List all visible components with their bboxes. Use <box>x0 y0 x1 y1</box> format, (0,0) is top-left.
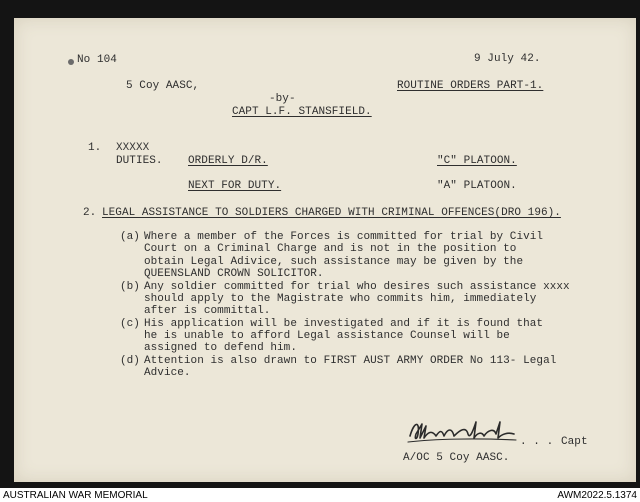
unit-name: 5 Coy AASC, <box>126 80 200 92</box>
duties-label: DUTIES. <box>116 155 163 167</box>
item-2-heading: LEGAL ASSISTANCE TO SOLDIERS CHARGED WITH CRIMINAL OFFENCES(DRO 196). <box>102 207 561 219</box>
para-c-line-3: assigned to defend him. <box>144 342 297 354</box>
signature-role: A/OC 5 Coy AASC. <box>403 452 510 464</box>
next-duty-platoon: "A" PLATOON. <box>437 180 517 192</box>
para-c-line-2: he is unable to afford Legal assistance Counsel will be <box>144 330 510 342</box>
author-line: CAPT L.F. STANSFIELD. <box>232 106 372 118</box>
para-b-label: (b) <box>120 281 140 293</box>
order-date: 9 July 42. <box>474 53 541 65</box>
para-a-line-2: Court on a Criminal Charge and is not in the position to <box>144 243 517 255</box>
orderly-platoon: "C" PLATOON. <box>437 155 517 167</box>
item-2-number: 2. <box>83 207 97 219</box>
struck-text: XXXXX <box>116 142 150 154</box>
para-a-line-4: QUEENSLAND CROWN SOLICITOR. <box>144 268 324 280</box>
para-b-line-1: Any soldier committed for trial who desires such assistance xxxx <box>144 281 570 293</box>
para-a-label: (a) <box>120 231 140 243</box>
para-c-label: (c) <box>120 318 140 330</box>
archive-footer <box>0 489 640 502</box>
punch-hole <box>68 59 74 65</box>
para-b-line-3: after is committal. <box>144 305 271 317</box>
archive-reference: AWM2022.5.1374 <box>557 490 637 501</box>
by-line: -by- <box>269 93 296 105</box>
signature-rank: Capt <box>561 436 588 448</box>
signature-dots: . . . <box>520 436 554 448</box>
para-a-line-3: obtain Legal Adivice, such assistance may be given by the <box>144 256 524 268</box>
para-c-line-1: His application will be investigated and if it is found that <box>144 318 544 330</box>
archive-name: AUSTRALIAN WAR MEMORIAL <box>3 490 148 501</box>
para-d-line-2: Advice. <box>144 367 191 379</box>
para-d-line-1: Attention is also drawn to FIRST AUST ARMY ORDER No 113- Legal <box>144 355 557 367</box>
next-duty-label: NEXT FOR DUTY. <box>188 180 282 192</box>
para-d-label: (d) <box>120 355 140 367</box>
orderly-label: ORDERLY D/R. <box>188 155 268 167</box>
para-b-line-2: should apply to the Magistrate who commits him, immediately <box>144 293 537 305</box>
document-title: ROUTINE ORDERS PART-1. <box>397 80 544 92</box>
item-1-number: 1. <box>88 142 102 154</box>
para-a-line-1: Where a member of the Forces is committed for trial by Civil <box>144 231 544 243</box>
order-number: No 104 <box>77 54 117 66</box>
